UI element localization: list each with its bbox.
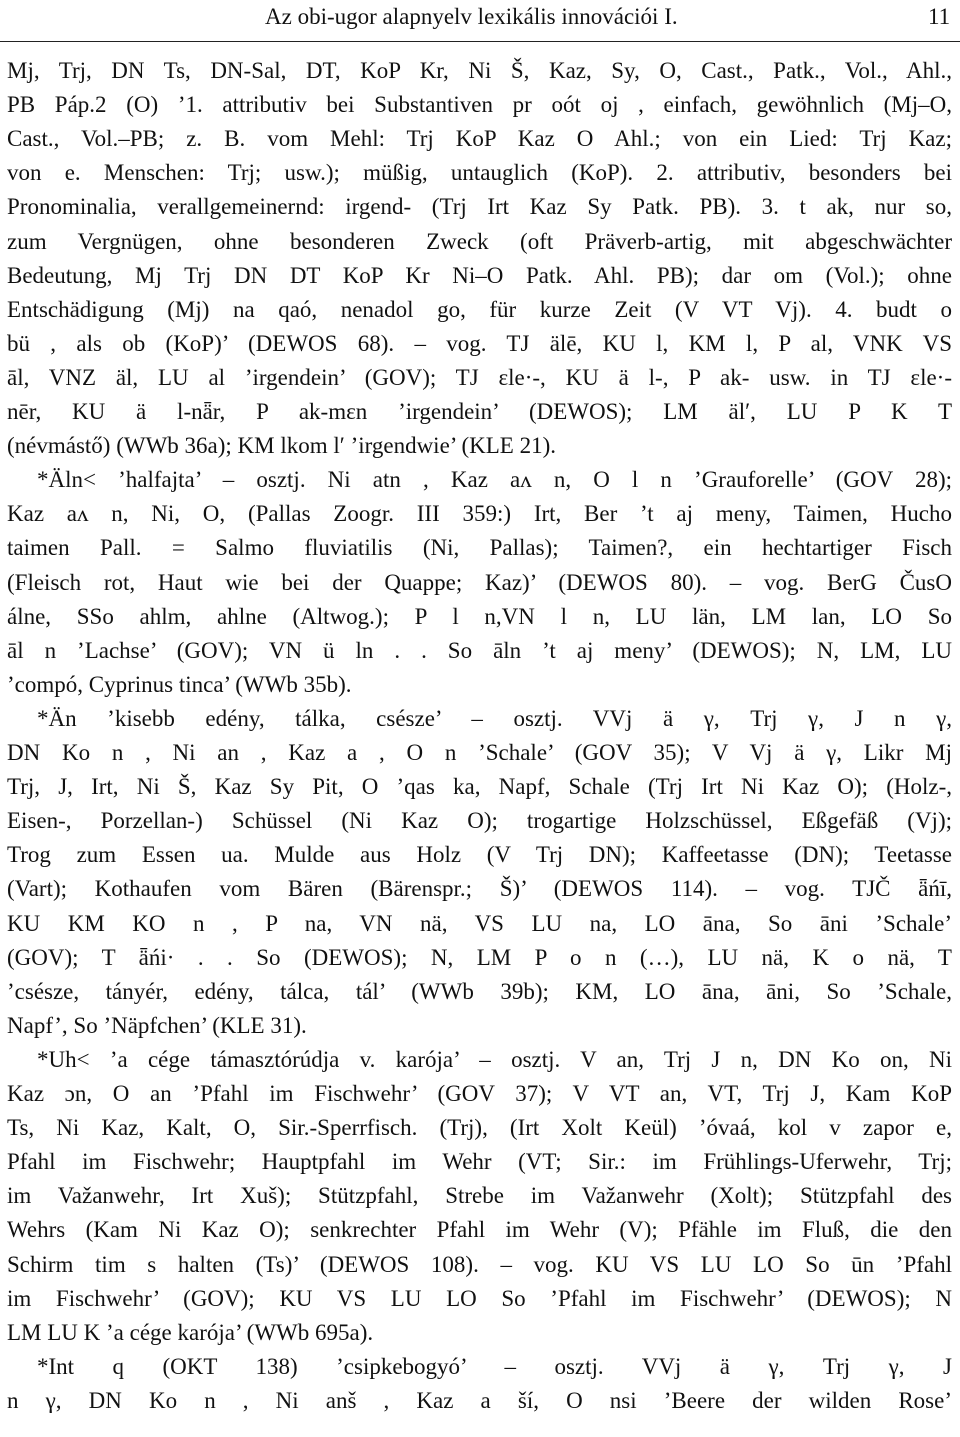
- text-line: Wehrs (Kam Ni Kaz O); senkrechter Pfahl im Wehr (V); Pfähle im Fluß, die den: [7, 1217, 952, 1243]
- text-line: KU KM KO n , P na, VN nä, VS LU na, LO āna, So āni ’Schale’: [7, 910, 952, 936]
- text-line: PB Páp.2 (O) ’1. attributiv bei Substantiven pr oót oj , einfach, gewöhnlich (Mj–O,: [7, 92, 952, 118]
- text-line: Kaz aʌ n, Ni, O, (Pallas Zoogr. III 359:) Irt, Ber ’t aj meny, Taimen, Hucho: [7, 501, 952, 527]
- entry-start-line: *Int q (OKT 138) ’csipkebogyó’ – osztj. VVj ä γ, Trj γ, J: [37, 1353, 952, 1379]
- text-line: Kaz ɔn, O an ’Pfahl im Fischwehr’ (GOV 37); V VT an, VT, Trj J, Kam KoP: [7, 1081, 952, 1106]
- header-rule: [0, 41, 960, 42]
- text-line: von e. Menschen: Trj; usw.); müßig, untauglich (KoP). 2. attributiv, besonders bei: [7, 160, 952, 186]
- text-line: āl, VNZ äl, LU al ’irgendein’ (GOV); TJ εle·-, KU ä l-, P ak- usw. in TJ εle·-: [7, 364, 952, 390]
- running-header: [0, 0, 960, 38]
- text-line: Schirm tim s halten (Ts)’ (DEWOS 108). – vog. KU VS LU LO So ūn ’Pfahl: [7, 1251, 952, 1277]
- text-line: álne, SSo ahlm, ahlne (Altwog.); P l n,VN l n, LU län, LM lan, LO So: [7, 603, 952, 629]
- text-line: Mj, Trj, DN Ts, DN-Sal, DT, KoP Kr, Ni Š, Kaz, Sy, O, Cast., Patk., Vol., Ahl.,: [7, 58, 952, 83]
- entry-start-line: *Än ’kisebb edény, tálka, csésze’ – osztj. VVj ä γ, Trj γ, J n γ,: [37, 705, 952, 731]
- entry-start-line: *Äln< ’halfajta’ – osztj. Ni atn , Kaz aʌ n, O l n ’Grauforelle’ (GOV 28);: [37, 467, 952, 493]
- text-line: Pfahl im Fischwehr; Hauptpfahl im Wehr (VT; Sir.: im Frühlings-Uferwehr, Trj;: [7, 1149, 952, 1175]
- text-line: ’compó, Cyprinus tinca’ (WWb 35b).: [7, 671, 352, 697]
- text-line: Bedeutung, Mj Trj DN DT KoP Kr Ni–O Patk. Ahl. PB); dar om (Vol.); ohne: [7, 262, 952, 288]
- text-line: nēr, KU ä l-nǟr, P ak-mεn ’irgendein’ (DEWOS); LM äl′, LU P K T: [7, 399, 952, 424]
- text-line: Napf’, So ’Näpfchen’ (KLE 31).: [7, 1012, 307, 1038]
- text-line: LM LU K ’a cége karója’ (WWb 695a).: [7, 1319, 374, 1345]
- text-line: Entschädigung (Mj) na qaó, nenadol go, für kurze Zeit (V VT Vj). 4. budt o: [7, 296, 952, 322]
- text-line: Pronominalia, verallgemeinernd: irgend- (Trj Irt Kaz Sy Patk. PB). 3. t ak, nur so,: [7, 194, 952, 220]
- text-line: bü , als ob (KoP)’ (DEWOS 68). – vog. TJ älē, KU l, KM l, P al, VNK VS: [7, 330, 952, 356]
- page-number: 11: [928, 4, 951, 29]
- text-line: Cast., Vol.–PB; z. B. vom Mehl: Trj KoP Kaz O Ahl.; von ein Lied: Trj Kaz;: [7, 126, 952, 152]
- text-line: Trog zum Essen ua. Mulde aus Holz (V Trj DN); Kaffeetasse (DN); Teetasse: [7, 842, 952, 868]
- text-line: Eisen-, Porzellan-) Schüssel (Ni Kaz O); trogartige Holzschüssel, Eßgefäß (Vj);: [7, 808, 952, 834]
- text-line: DN Ko n , Ni an , Kaz a , O n ’Schale’ (GOV 35); V Vj ä γ, Likr Mj: [7, 740, 952, 765]
- text-line: im Važanwehr, Irt Xuš); Stützpfahl, Strebe im Važanwehr (Xolt); Stützpfahl des: [7, 1183, 952, 1209]
- text-line: zum Vergnügen, ohne besonderen Zweck (oft Präverb-artig, mit abgeschwächter: [7, 228, 952, 254]
- text-line: ’csésze, tányér, edény, tálca, tál’ (WWb 39b); KM, LO āna, āni, So ’Schale,: [7, 978, 952, 1004]
- running-title: Az obi-ugor alapnyelv lexikális innovációi I.: [265, 4, 678, 29]
- entry-start-line: *Uh< ’a cége támasztórúdja v. karója’ – osztj. V an, Trj J n, DN Ko on, Ni: [37, 1046, 952, 1072]
- text-line: (névmástő) (WWb 36a); KM lkom l′ ’irgendwie’ (KLE 21).: [7, 433, 557, 459]
- text-line: (Fleisch rot, Haut wie bei der Quappe; Kaz)’ (DEWOS 80). – vog. BerG ČusO: [7, 569, 952, 595]
- text-line: n γ, DN Ko n , Ni anš , Kaz a ší, O nsi ’Beere der wilden Rose’: [7, 1387, 952, 1413]
- text-line: im Fischwehr’ (GOV); KU VS LU LO So ’Pfahl im Fischwehr’ (DEWOS); N: [7, 1285, 952, 1311]
- text-line: Trj, J, Irt, Ni Š, Kaz Sy Pit, O ’qas ka, Napf, Schale (Trj Irt Ni Kaz O); (Holz-,: [7, 774, 952, 800]
- text-line: āl n ’Lachse’ (GOV); VN ü ln . . So āln ’t aj meny’ (DEWOS); N, LM, LU: [7, 637, 952, 663]
- text-line: (GOV); T ǟńi· . . So (DEWOS); N, LM P o n (…), LU nä, K o nä, T: [7, 944, 952, 970]
- text-line: taimen Pall. = Salmo fluviatilis (Ni, Pallas); Taimen?, ein hechtartiger Fisch: [7, 535, 952, 561]
- text-line: (Vart); Kothaufen vom Bären (Bärenspr.; Š)’ (DEWOS 114). – vog. TJČ ǟńī,: [7, 876, 952, 902]
- text-line: Ts, Ni Kaz, Kalt, O, Sir.-Sperrfisch. (Trj), (Irt Xolt Keül) ’óvaá, kol v zapor e,: [7, 1115, 952, 1141]
